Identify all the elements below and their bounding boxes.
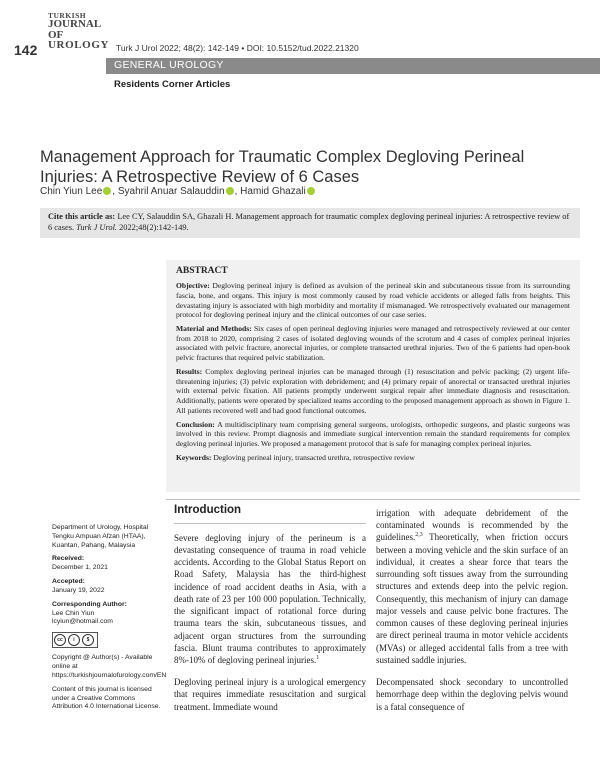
abstract-box <box>166 260 580 492</box>
conclusion-label: Conclusion: <box>176 419 215 429</box>
author-name: Syahril Anuar Salauddin <box>117 186 225 197</box>
nc-icon: $ <box>82 634 94 646</box>
paragraph-text: Severe degloving injury of the perineum is a devastating consequence of trauma in road vehicle accidents. According to the Global Status Report on Road Safety, Malaysia has the third-highest incidence of road accident deaths in Asia, with a death rate of 23 per 100 000 population. Technically, the significant impact of rotational force during trauma tears the skin, subcutaneous tissues, and adjacent organ structures from the surrounding fascia. Blunt trauma contributes to approximately 8%-10% of degloving perineal injuries. <box>174 532 366 665</box>
accepted-label: Accepted: <box>52 578 85 586</box>
abstract-methods <box>176 324 570 363</box>
cite-text: Lee CY, Salauddin SA, Ghazali H. Management approach for traumatic complex degloving perineal injuries: A retrospective review of 6 cases. <box>48 212 570 233</box>
logo-line-2: JOURNAL OF <box>48 18 101 41</box>
article-title: Management Approach for Traumatic Complex Degloving Perineal Injuries: A Retrospective Review of 6 Cases <box>40 148 525 187</box>
abstract-conclusion <box>176 420 570 449</box>
logo-line-3: UROLOGY <box>48 39 110 51</box>
corresponding-name: Lee Chin Yiun <box>52 609 95 617</box>
body-paragraph <box>174 532 366 667</box>
article-type: Residents Corner Articles <box>114 79 231 90</box>
received-date: December 1, 2021 <box>52 564 108 572</box>
abstract-divider <box>166 499 580 500</box>
copyright-notice: Copyright @ Author(s) - Available online at https://turkishjournalofurology.com/EN <box>52 654 167 679</box>
article-sidebar <box>52 524 167 717</box>
page-number: 142 <box>14 42 38 58</box>
author-list: Chin Yiun Lee , Syahril Anuar Salauddin , Hamid Ghazali <box>40 186 316 197</box>
introduction-heading: Introduction <box>174 503 366 524</box>
keywords-label: Keywords: <box>176 452 212 462</box>
body-paragraph: Degloving perineal injury is a urological emergency that requires immediate resuscitation and surgical treatment. Immediate wound <box>174 677 366 712</box>
accepted-date: January 19, 2022 <box>52 586 105 594</box>
journal-logo <box>48 11 110 56</box>
cite-label: Cite this article as: <box>48 212 116 221</box>
results-text: Complex degloving perineal injuries can be managed through (1) resuscitation and pelvic packing; (2) urgent life-threatening injuries; (3) pelvic exploration with debridement; and (4) primary repair of anorectal or transacted urethral injuries with external pelvic fixation. All patients promptly underwent surgical repair after immediate diagnosis and resuscitation. Additionally, patients were operated by specialized teams according to the proposed management approach as shown in Figure 1. All patients recovered well and had good functional outcomes. <box>176 366 570 415</box>
orcid-icon[interactable] <box>226 187 234 195</box>
corresponding-email[interactable]: lcyiun@hotmail.com <box>52 618 113 626</box>
cc-icon: cc <box>54 634 66 646</box>
body-paragraph <box>376 507 568 666</box>
reference-marker[interactable]: 1 <box>316 654 320 661</box>
cite-this-article-box <box>40 208 580 238</box>
results-label: Results: <box>176 366 203 376</box>
logo-line-1: TURKISH <box>48 11 87 20</box>
by-icon: i <box>68 634 80 646</box>
author-name: Hamid Ghazali <box>240 186 306 197</box>
abstract-heading: ABSTRACT <box>176 266 228 276</box>
cc-by-nc-icon <box>52 632 98 648</box>
abstract-results <box>176 367 570 416</box>
paragraph-text: Theoretically, when friction occurs between a moving vehicle and the skin surface of an individual, it creates a shear force that tears the surrounding soft tissues away from the surrounding structures and extends deep into the pelvic region. Consequently, this mechanism of injury can damage major vessels and cause pelvic bone fractures. The common causes of these degloving perineal injuries are direct perineal trauma in motor vehicle accidents (MVAs) or alleged accidental falls from a tree with sustained saddle injuries. <box>376 532 568 665</box>
abstract-keywords <box>176 453 570 463</box>
objective-label: Objective: <box>176 281 210 291</box>
license-notice: Content of this journal is licensed under a Creative Commons Attribution 4.0 International License. <box>52 685 161 711</box>
body-column-right <box>376 507 568 723</box>
body-column-left <box>174 503 366 723</box>
accepted-block <box>52 578 164 596</box>
corresponding-label: Corresponding Author: <box>52 600 127 608</box>
conclusion-text: A multidisciplinary team comprising general surgeons, urologists, orthopedic surgeons, and plastic surgeons was involved in this review. Prompt diagnosis and immediate surgical intervention remain the standard requirements for complex degloving perineal injuries. We proposed a management protocol that is safe for managing complex perineal injuries. <box>176 419 570 448</box>
methods-label: Material and Methods: <box>176 324 252 334</box>
orcid-icon[interactable] <box>103 187 111 195</box>
journal-citation: Turk J Urol 2022; 48(2): 142-149 • DOI: 10.5152/tud.2022.21320 <box>116 43 359 53</box>
received-block <box>52 555 164 573</box>
corresponding-author-block <box>52 601 164 627</box>
section-label: GENERAL UROLOGY <box>106 58 600 74</box>
objective-text: Degloving perineal injury is defined as avulsion of the perineal skin and subcutaneous tissue from its surrounding fascia, bone, and organs. This injury is most commonly caused by road vehicle accidents or alleged falls from heights. This devastating injury is associated with high morbidity and mortality if mismanaged. We retrospectively evaluated our management protocol for degloving perineal injury and the clinical outcomes of our case series. <box>176 281 570 320</box>
received-label: Received: <box>52 555 85 563</box>
affiliation: Department of Urology, Hospital Tengku Ampuan Afzan (HTAA), Kuantan, Pahang, Malaysia <box>52 524 149 549</box>
author-name: Chin Yiun Lee <box>40 186 103 197</box>
cite-reference: 2022;48(2):142-149. <box>119 223 189 233</box>
methods-text: Six cases of open perineal degloving injuries were managed and retrospectively reviewed at our center from 2018 to 2020, comprising 2 cases of isolated degloving wounds of the scrotum and 4 cases of complex perineal injuries associated with pelvic fracture, anorectal injuries, or complete transacted urethral injuries. Two of the 6 patients had open-book pelvic fractures that required pelvic stabilization. <box>176 324 570 363</box>
orcid-icon[interactable] <box>307 187 315 195</box>
paragraph-text: irrigation with adequate debridement of the contaminated wounds is recommended by the guidelines. <box>376 508 568 543</box>
body-paragraph: Decompensated shock secondary to uncontrolled hemorrhage deep within the degloving pelvis wound is a fatal consequence of <box>376 677 568 712</box>
keywords-text: Degloving perineal injury, transacted urethra, retrospective review <box>213 452 415 462</box>
cite-journal: Turk J Urol. <box>76 223 118 233</box>
abstract-objective <box>176 281 570 320</box>
reference-marker[interactable]: 2,3 <box>415 532 423 539</box>
